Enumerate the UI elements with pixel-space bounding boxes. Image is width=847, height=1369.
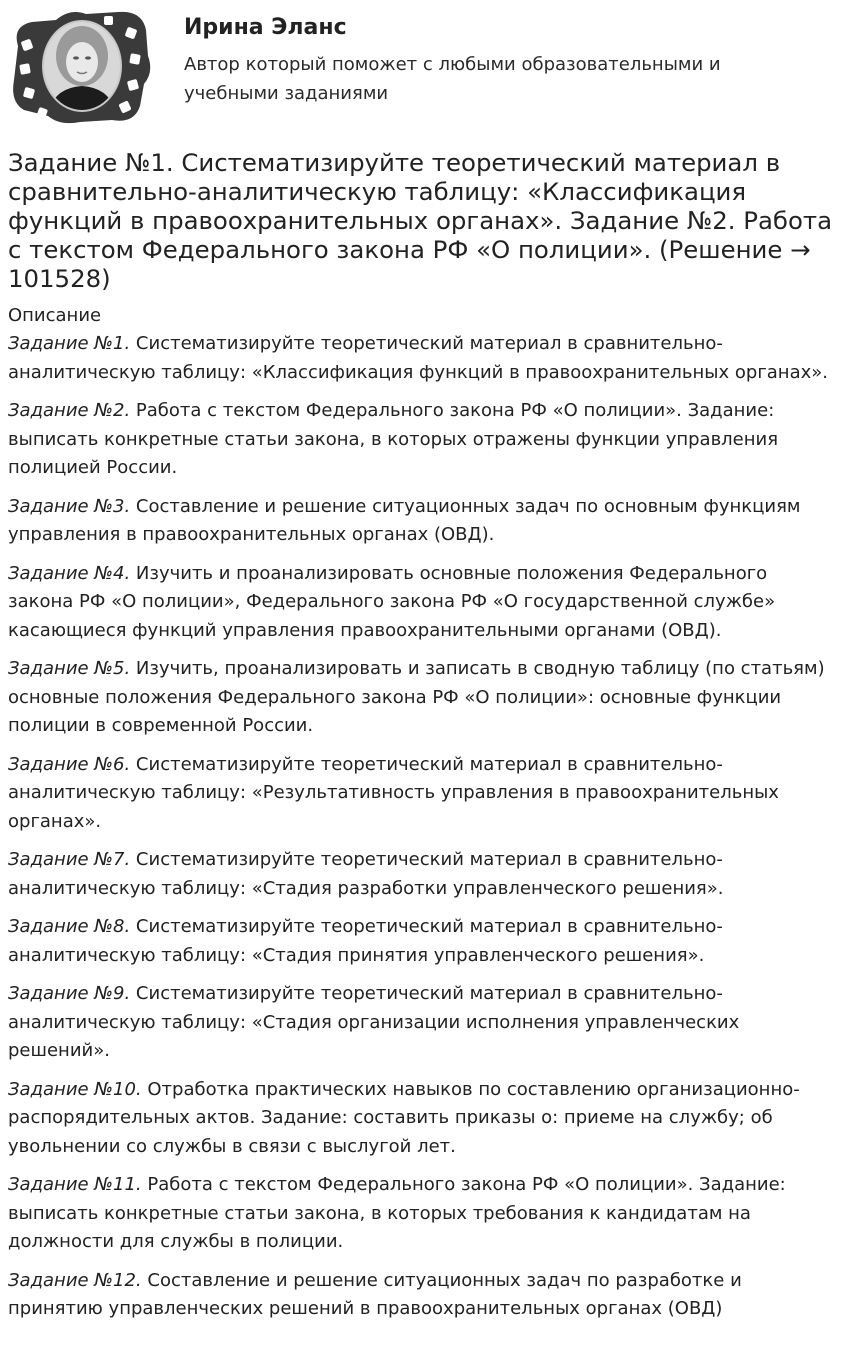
task-text: Работа с текстом Федерального закона РФ «О полиции». Задание: выписать конкретные статьи закона, в которых требования к кандидатам на должности для службы в полиции.	[8, 1174, 786, 1252]
author-name[interactable]: Ирина Эланс	[184, 15, 347, 40]
task-label: Задание №9.	[8, 983, 131, 1004]
task-text: Изучить, проанализировать и записать в сводную таблицу (по статьям) основные положения Федерального закона РФ «О полиции»: основные функции полиции в современной России.	[8, 658, 825, 736]
task-text: Систематизируйте теоретический материал в сравнительно-аналитическую таблицу: «Классификация функций в правоохранительных органах».	[8, 333, 828, 383]
task-item-12	[8, 1267, 838, 1324]
task-text: Систематизируйте теоретический материал в сравнительно-аналитическую таблицу: «Стадия разработки управленческого решения».	[8, 849, 724, 899]
task-label: Задание №12.	[8, 1269, 142, 1291]
task-item-8	[8, 913, 838, 970]
task-label: Задание №3.	[8, 495, 131, 517]
task-text: Составление и решение ситуационных задач по разработке и принятию управленческих решений в правоохранительных органах (ОВД)	[8, 1269, 742, 1319]
task-text: Отработка практических навыков по составлению организационно-распорядительных актов. Задание: составить приказы о: приеме на службу; об увольнении со службы в связи с выслугой лет.	[8, 1078, 800, 1157]
author-description: Автор который поможет с любыми образовательными и учебными заданиями	[184, 54, 721, 104]
task-label: Задание №1.	[8, 333, 131, 354]
description-label: Описание	[8, 305, 102, 326]
task-item-9	[8, 980, 838, 1066]
task-item-11	[8, 1171, 838, 1257]
task-label: Задание №7.	[8, 849, 131, 870]
author-block	[8, 6, 838, 126]
film-frame-avatar-icon	[8, 6, 154, 126]
page-title: Задание №1. Систематизируйте теоретический материал в сравнительно-аналитическую таблицу: «Классификация функций в правоохранительных органах». Задание №2. Работа с текстом Федерального закона РФ «О полиции». (Решение → 101528)	[8, 148, 833, 293]
task-label: Задание №11.	[8, 1174, 142, 1195]
task-text: Систематизируйте теоретический материал в сравнительно-аналитическую таблицу: «Стадия организации исполнения управленческих решений».	[8, 983, 740, 1061]
task-item-2	[8, 397, 838, 483]
task-list	[8, 330, 838, 1334]
task-text: Изучить и проанализировать основные положения Федерального закона РФ «О полиции», Федерального закона РФ «О государственной службе» касающиеся функций управления правоохранительными органами (ОВД).	[8, 562, 776, 641]
task-item-10	[8, 1076, 838, 1162]
task-item-6	[8, 751, 838, 837]
task-label: Задание №4.	[8, 562, 131, 584]
task-item-5	[8, 655, 838, 741]
task-label: Задание №2.	[8, 400, 131, 421]
task-label: Задание №5.	[8, 658, 131, 679]
task-item-7	[8, 846, 838, 903]
task-text: Составление и решение ситуационных задач по основным функциям управления в правоохранительных органах (ОВД).	[8, 495, 801, 545]
task-label: Задание №8.	[8, 916, 131, 937]
task-text: Работа с текстом Федерального закона РФ «О полиции». Задание: выписать конкретные статьи закона, в которых отражены функции управления полицией России.	[8, 400, 779, 478]
task-text: Систематизируйте теоретический материал в сравнительно-аналитическую таблицу: «Стадия принятия управленческого решения».	[8, 916, 723, 966]
author-avatar[interactable]	[8, 6, 154, 126]
task-item-1	[8, 330, 838, 387]
task-label: Задание №10.	[8, 1078, 142, 1100]
task-text: Систематизируйте теоретический материал в сравнительно-аналитическую таблицу: «Результативность управления в правоохранительных органах».	[8, 753, 779, 832]
task-label: Задание №6.	[8, 753, 131, 775]
task-item-3	[8, 493, 838, 550]
task-item-4	[8, 560, 838, 646]
